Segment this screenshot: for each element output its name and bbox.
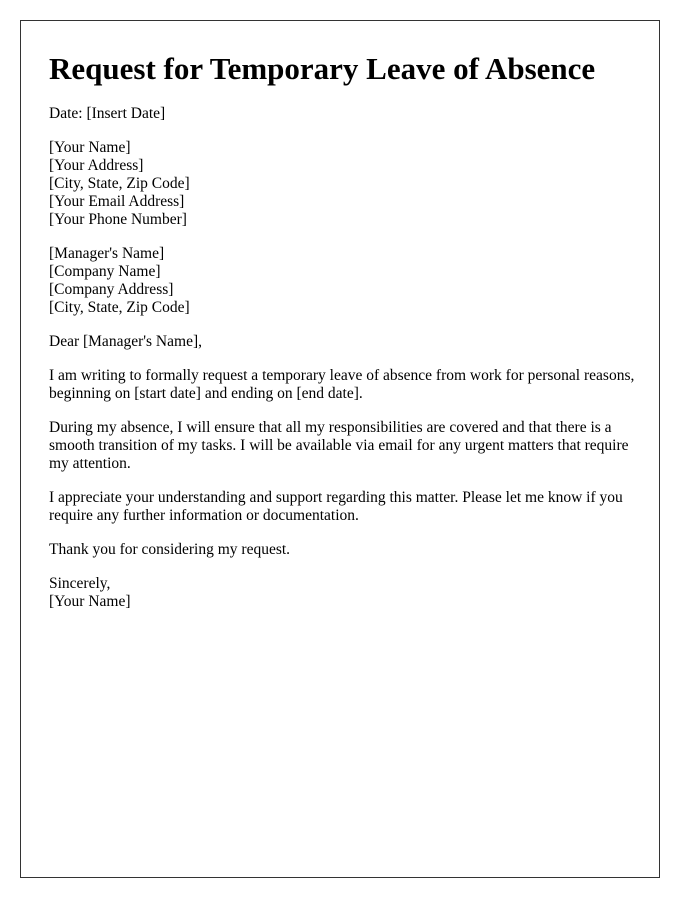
closing: Sincerely, — [49, 575, 111, 592]
letter-title: Request for Temporary Leave of Absence — [49, 51, 596, 86]
recipient-company: [Company Name] — [49, 263, 161, 280]
letter-page — [20, 20, 660, 878]
body-paragraph-request: I am writing to formally request a temporary leave of absence from work for personal reasons, beginning on [start date] and ending on [end date]. — [49, 367, 635, 402]
recipient-city-state-zip: [City, State, Zip Code] — [49, 299, 190, 316]
recipient-name: [Manager's Name] — [49, 245, 165, 262]
sender-phone: [Your Phone Number] — [49, 211, 187, 228]
sender-name: [Your Name] — [49, 139, 131, 156]
sender-city-state-zip: [City, State, Zip Code] — [49, 175, 190, 192]
body-paragraph-coverage: During my absence, I will ensure that all my responsibilities are covered and that there is a smooth transition of my tasks. I will be available via email for any urgent matters that require my attention. — [49, 419, 629, 472]
recipient-address-block — [49, 245, 635, 317]
letter-content — [49, 51, 635, 627]
date-block — [49, 105, 635, 123]
body-paragraph-appreciation: I appreciate your understanding and support regarding this matter. Please let me know if you require any further information or documentation. — [49, 489, 623, 524]
salutation: Dear [Manager's Name], — [49, 333, 202, 350]
sender-email: [Your Email Address] — [49, 193, 185, 210]
body-paragraph-thanks: Thank you for considering my request. — [49, 541, 291, 558]
signature-name: [Your Name] — [49, 593, 131, 610]
recipient-company-address: [Company Address] — [49, 281, 174, 298]
date-line: Date: [Insert Date] — [49, 105, 166, 122]
closing-block — [49, 575, 635, 611]
sender-address-block — [49, 139, 635, 229]
sender-address: [Your Address] — [49, 157, 144, 174]
